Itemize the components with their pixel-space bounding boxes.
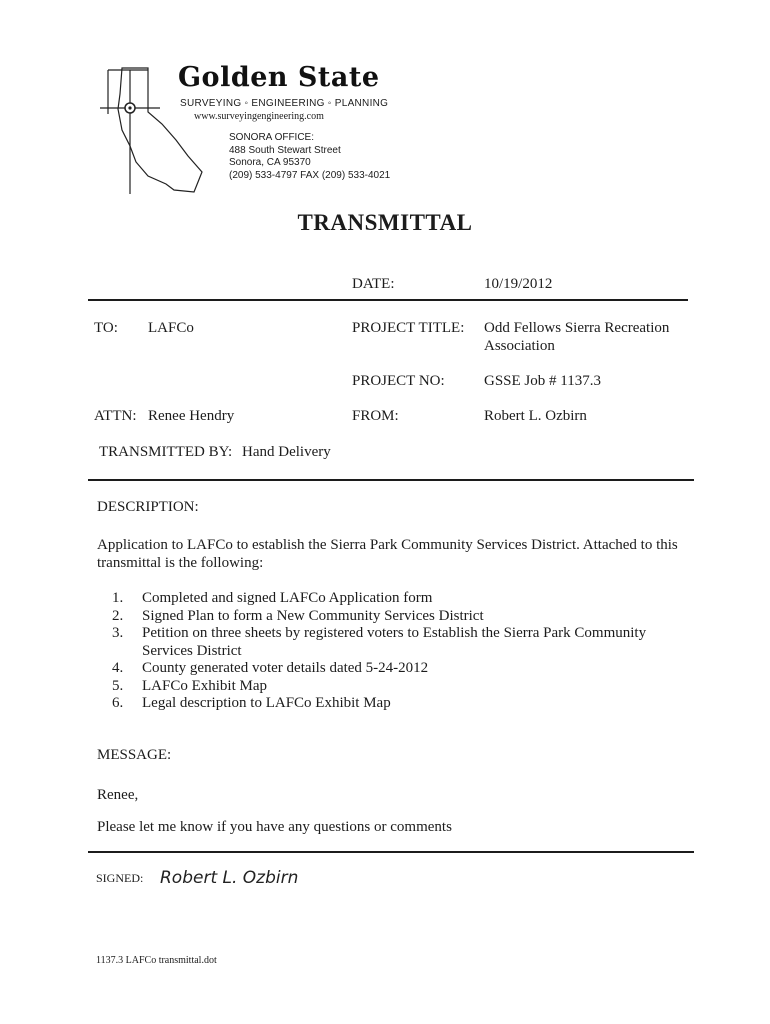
list-item-text: County generated voter details dated 5-24-2012 [142,660,429,676]
signature-name: Robert L. Ozbirn [160,868,299,888]
attn-value: Renee Hendry [148,408,235,424]
project-no-value: GSSE Job # 1137.3 [484,373,601,389]
office-address-block [229,132,390,182]
list-item [112,695,662,713]
message-label: MESSAGE: [97,747,172,763]
office-phone-fax: (209) 533-4797 FAX (209) 533-4021 [229,169,391,181]
from-label: FROM: [352,408,399,424]
project-title-line1: Odd Fellows Sierra Recreation [484,320,670,336]
transmitted-by-label: TRANSMITTED BY: [99,444,233,460]
list-item [112,678,662,696]
office-label: SONORA OFFICE: [229,132,315,143]
date-label: DATE: [352,276,395,292]
message-greeting: Renee, [97,787,139,803]
from-value: Robert L. Ozbirn [484,408,587,424]
to-value: LAFCo [148,320,194,336]
list-item-number: 5. [112,677,124,694]
list-item-number: 6. [112,695,124,711]
description-intro: Application to LAFCo to establish the Sierra Park Community Services District. Attached to this transmittal is the following: [97,537,678,571]
section-divider [88,479,694,481]
list-item-text: Signed Plan to form a New Community Services District [142,607,484,624]
list-item-text: LAFCo Exhibit Map [142,677,268,694]
header-divider [88,299,688,301]
office-city: Sonora, CA 95370 [229,157,311,168]
message-body: Please let me know if you have any questions or comments [97,819,452,835]
to-label: TO: [94,320,118,336]
date-value: 10/19/2012 [484,276,553,292]
project-title-line2: Association [484,338,555,354]
document-title: TRANSMITTAL [297,210,473,235]
list-item-number: 4. [112,660,124,676]
list-item-number: 1. [112,590,124,606]
project-no-label: PROJECT NO: [352,373,445,389]
list-item-text: Completed and signed LAFCo Application form [142,590,433,606]
signed-label: SIGNED: [96,871,144,885]
list-item [112,590,662,608]
list-item-number: 3. [112,625,124,641]
signature-divider [88,851,694,853]
company-tagline: SURVEYING ◦ ENGINEERING ◦ PLANNING [180,98,389,109]
list-item-text: Legal description to LAFCo Exhibit Map [142,695,391,711]
description-label: DESCRIPTION: [97,499,199,515]
company-website: www.surveyingengineering.com [194,111,324,122]
list-item-text: Petition on three sheets by registered voters to Establish the Sierra Park Community Services District [142,625,647,659]
list-item [112,660,662,678]
list-item-number: 2. [112,607,124,624]
transmitted-by-value: Hand Delivery [242,444,331,460]
attn-label: ATTN: [94,408,137,424]
office-street: 488 South Stewart Street [229,144,341,156]
list-item [112,608,662,626]
enclosure-list [112,590,662,713]
project-title-label: PROJECT TITLE: [352,320,465,336]
list-item [112,625,662,660]
company-name: Golden State [178,62,380,93]
footer-filename: 1137.3 LAFCo transmittal.dot [96,955,217,966]
